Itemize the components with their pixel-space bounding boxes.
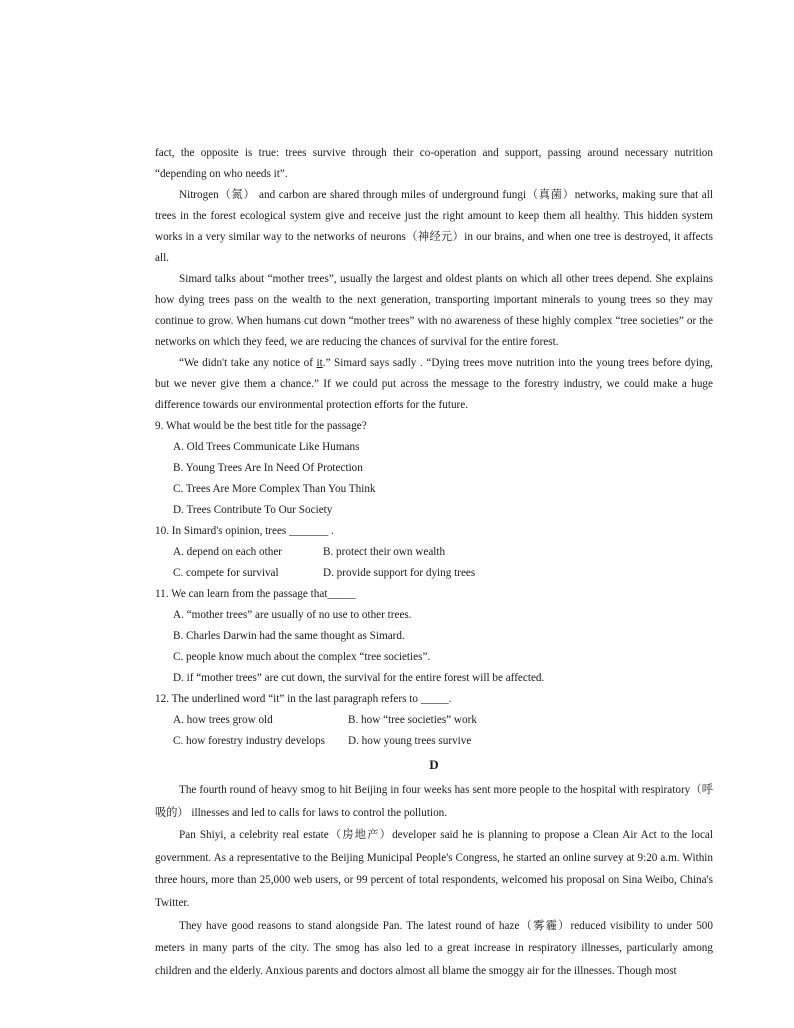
question-11-option-a: A. “mother trees” are usually of no use to other trees. [173, 609, 412, 621]
question-9 [155, 416, 713, 521]
question-12-option-b: B. how “tree societies” work [348, 714, 477, 726]
question-10-option-d: D. provide support for dying trees [323, 567, 476, 579]
document-page [155, 143, 713, 982]
paragraph-4-text-before: “We didn't take any notice of [179, 357, 317, 369]
passage-c-paragraph-4 [155, 353, 713, 416]
section-d-paragraph-2: Pan Shiyi, a celebrity real estate（房地产）developer said he is planning to propose a Clean Air Act to the local government. As a representative to the Beijing Municipal People's Congress, he started an online survey at 9:20 a.m. Within three hours, more than 25,000 web users, or 99 percent of total respondents, welcomed his proposal on Sina Weibo, China's Twitter. [155, 829, 713, 909]
question-9-option-a: A. Old Trees Communicate Like Humans [173, 441, 360, 453]
question-12-option-d: D. how young trees survive [348, 735, 472, 747]
section-d-paragraph-3: They have good reasons to stand alongside Pan. The latest round of haze（雾霾）reduced visibility to under 500 meters in many parts of the city. The smog has also led to a great increase in respiratory illnesses, particularly among children and the elderly. Anxious parents and doctors almost all blame the smoggy air for the illnesses. Though most [155, 919, 713, 977]
question-11-option-d: D. if “mother trees” are cut down, the survival for the entire forest will be affected. [173, 672, 545, 684]
passage-c-paragraph-3: Simard talks about “mother trees”, usually the largest and oldest plants on which all other trees depend. She explains how dying trees pass on the wealth to the next generation, transporting important minerals to young trees so they may continue to grow. When humans cut down “mother trees” with no awareness of these highly complex “tree societies” or the networks on which they feed, we are reducing the chances of survival for the entire forest. [155, 273, 713, 348]
question-12 [155, 689, 713, 752]
question-12-option-c: C. how forestry industry develops [173, 735, 325, 747]
question-9-option-d: D. Trees Contribute To Our Society [173, 504, 333, 516]
question-10-option-a: A. depend on each other [173, 546, 283, 558]
question-9-option-c: C. Trees Are More Complex Than You Think [173, 483, 376, 495]
question-12-option-a: A. how trees grow old [173, 714, 273, 726]
question-12-stem: 12. The underlined word “it” in the last paragraph refers to _____. [155, 693, 452, 705]
paragraph-4-text-after: .” Simard says sadly . “Dying trees move nutrition into the young trees before dying, but we never give them a chance.” If we could put across the message to the forestry industry, we could make a huge difference towards our environmental protection efforts for the future. [155, 357, 713, 411]
section-d-heading: D [429, 757, 439, 772]
section-d-paragraph-1: The fourth round of heavy smog to hit Beijing in four weeks has sent more people to the hospital with respiratory（呼吸的） illnesses and led to calls for laws to control the pollution. [155, 784, 713, 819]
section-d [155, 754, 713, 982]
question-11-option-b: B. Charles Darwin had the same thought as Simard. [173, 630, 405, 642]
question-10-option-c: C. compete for survival [173, 567, 279, 579]
passage-c-paragraph-1: fact, the opposite is true: trees survive through their co-operation and support, passing around necessary nutrition “depending on who needs it”. [155, 147, 713, 180]
question-9-stem: 9. What would be the best title for the passage? [155, 420, 367, 432]
question-12-options-row-2 [155, 731, 713, 752]
question-10 [155, 521, 713, 584]
underlined-word-it: it [316, 357, 323, 369]
question-10-options-row-1 [155, 542, 713, 563]
question-10-options-row-2 [155, 563, 713, 584]
question-11 [155, 584, 713, 689]
passage-c-paragraph-2: Nitrogen（氮） and carbon are shared through miles of underground fungi（真菌）networks, making sure that all trees in the forest ecological system give and receive just the right amount to keep them all healthy. This hidden system works in a very similar way to the networks of neurons（神经元）in our brains, and when one tree is destroyed, it affects all. [155, 189, 713, 264]
question-11-stem: 11. We can learn from the passage that_____ [155, 588, 356, 600]
question-9-option-b: B. Young Trees Are In Need Of Protection [173, 462, 363, 474]
question-10-stem: 10. In Simard's opinion, trees _______ . [155, 525, 334, 537]
question-10-option-b: B. protect their own wealth [323, 546, 446, 558]
question-11-option-c: C. people know much about the complex “tree societies”. [173, 651, 431, 663]
question-12-options-row-1 [155, 710, 713, 731]
